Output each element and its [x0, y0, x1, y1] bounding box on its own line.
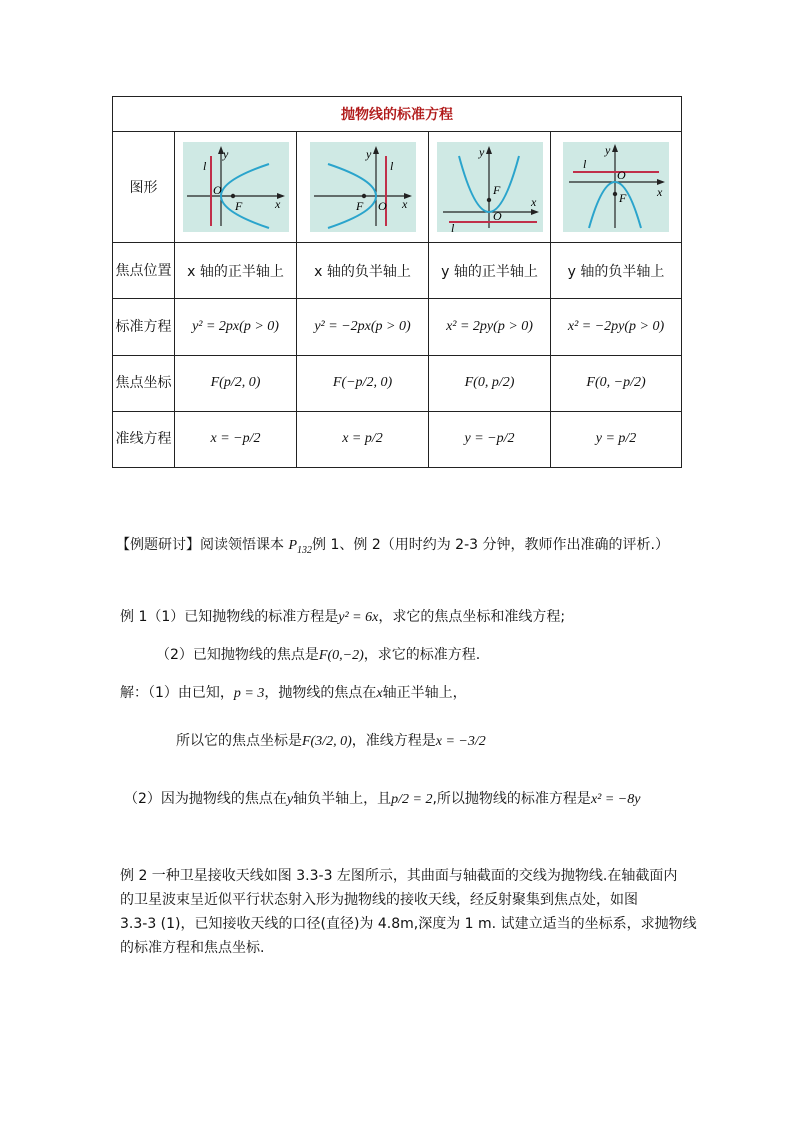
directrix-4: y = p/2 [551, 411, 682, 467]
example-study-text: 阅读领悟课本 [200, 537, 284, 553]
example1-q2-suffix: ，求它的标准方程. [363, 647, 481, 663]
solution-line2-b: ，准线方程是 [351, 733, 436, 749]
focus-coordinates-4: F(0, −p/2) [551, 355, 682, 411]
row-label-standard-equation: 标准方程 [113, 299, 175, 355]
parabola-standard-equation-table [112, 96, 682, 468]
example1-question2 [156, 644, 480, 664]
solution2-mid2: ,所以抛物线的标准方程是 [432, 791, 591, 807]
row-label-graph: 图形 [113, 132, 175, 243]
graph3-f-label: F [492, 183, 500, 197]
graph-cell-left [297, 132, 429, 243]
graph2-x-label: x [401, 197, 407, 211]
example2-paragraph [120, 864, 697, 960]
example-study-line [116, 534, 669, 556]
page-reference-subscript: 132 [297, 544, 313, 556]
solution-p-value: p = 3 [233, 686, 265, 701]
example2-line-1: 例 2 一种卫星接收天线如图 3.3-3 左图所示，其曲面与轴截面的交线为抛物线.在轴截面内 [120, 868, 678, 884]
graph2-o-label: O [377, 199, 387, 213]
focus-position-4: y 轴的负半轴上 [551, 243, 682, 299]
example2-line-4: 的标准方程和焦点坐标. [120, 940, 265, 956]
graph1-o-label: O [212, 183, 222, 197]
graph2-f-label: F [355, 199, 363, 213]
example1-q1-prefix: 例 1（1）已知抛物线的标准方程是 [120, 609, 339, 625]
example2-line-3: 3.3-3 (1)，已知接收天线的口径(直径)为 4.8m,深度为 1 m. 试建立适当的坐标系，求抛物线 [120, 916, 697, 932]
example-study-heading: 【例题研讨】 [116, 537, 200, 553]
row-label-focus-coordinates: 焦点坐标 [113, 355, 175, 411]
row-label-directrix: 准线方程 [113, 411, 175, 467]
example1-q1-equation: y² = 6x [338, 610, 379, 625]
parabola-graph-opens-left [310, 142, 416, 232]
solution2-condition: p/2 = 2 [391, 792, 433, 807]
graph-cell-down [551, 132, 682, 243]
focus-position-3: y 轴的正半轴上 [429, 243, 551, 299]
example-study-text-2: 例 1、例 2（用时约为 2-3 分钟，教师作出准确的评析.） [312, 537, 669, 553]
graph1-y-label: y [222, 147, 228, 161]
graph3-o-label: O [492, 209, 502, 223]
example1-solution-line2 [176, 730, 486, 750]
focus-coordinates-2: F(−p/2, 0) [297, 355, 429, 411]
example1-question1 [120, 606, 565, 626]
graph4-l-label: l [583, 157, 587, 171]
focus-coordinates-3: F(0, p/2) [429, 355, 551, 411]
solution2-equation: x² = −8y [590, 792, 641, 807]
standard-equation-4: x² = −2py(p > 0) [551, 299, 682, 355]
graph1-l-label: l [202, 159, 206, 173]
parabola-graph-opens-up [437, 142, 543, 232]
graph4-y-label: y [605, 143, 611, 157]
solution2-axis: y [286, 792, 294, 807]
graph2-l-label: l [389, 159, 393, 173]
standard-equation-3: x² = 2py(p > 0) [429, 299, 551, 355]
standard-equation-1: y² = 2px(p > 0) [175, 299, 297, 355]
graph3-l-label: l [450, 221, 454, 232]
focus-coordinates-1: F(p/2, 0) [175, 355, 297, 411]
graph3-y-label: y [478, 145, 484, 159]
parabola-graph-opens-down [563, 142, 669, 232]
graph2-y-label: y [365, 147, 371, 161]
directrix-1: x = −p/2 [175, 411, 297, 467]
solution2-mid: 轴负半轴上，且 [293, 791, 392, 807]
solution-mid: ，抛物线的焦点在 [264, 685, 377, 701]
table-title: 抛物线的标准方程 [113, 97, 682, 132]
graph-cell-right [175, 132, 297, 243]
graph-cell-up [429, 132, 551, 243]
graph1-x-label: x [274, 197, 280, 211]
example1-q1-suffix: ，求它的焦点坐标和准线方程; [378, 609, 566, 625]
page-reference: P [288, 538, 298, 553]
solution-line2-a: 所以它的焦点坐标是 [176, 733, 302, 749]
row-label-focus-position: 焦点位置 [113, 243, 175, 299]
example1-q2-prefix: （2）已知抛物线的焦点是 [156, 647, 319, 663]
solution2-prefix: （2）因为抛物线的焦点在 [124, 791, 287, 807]
example1-solution-line1 [120, 682, 467, 702]
focus-position-1: x 轴的正半轴上 [175, 243, 297, 299]
example1-solution-part2 [124, 788, 640, 808]
solution-directrix: x = −3/2 [435, 734, 486, 749]
directrix-2: x = p/2 [297, 411, 429, 467]
solution-axis: x [376, 686, 383, 701]
example1-q2-point: F(0,−2) [318, 648, 364, 663]
focus-position-2: x 轴的负半轴上 [297, 243, 429, 299]
solution-end: 轴正半轴上， [382, 685, 467, 701]
graph4-f-label: F [619, 191, 627, 205]
graph4-o-label: O [617, 168, 626, 182]
graph3-x-label: x [530, 195, 536, 209]
directrix-3: y = −p/2 [429, 411, 551, 467]
graph1-f-label: F [234, 199, 242, 213]
solution-focus: F(3/2, 0) [302, 734, 352, 749]
standard-equation-2: y² = −2px(p > 0) [297, 299, 429, 355]
solution-prefix: 解：（1）由已知， [120, 685, 234, 701]
graph4-x-label: x [657, 185, 663, 199]
example2-line-2: 的卫星波束呈近似平行状态射入形为抛物线的接收天线，经反射聚集到焦点处，如图 [120, 892, 638, 908]
parabola-graph-opens-right [183, 142, 289, 232]
